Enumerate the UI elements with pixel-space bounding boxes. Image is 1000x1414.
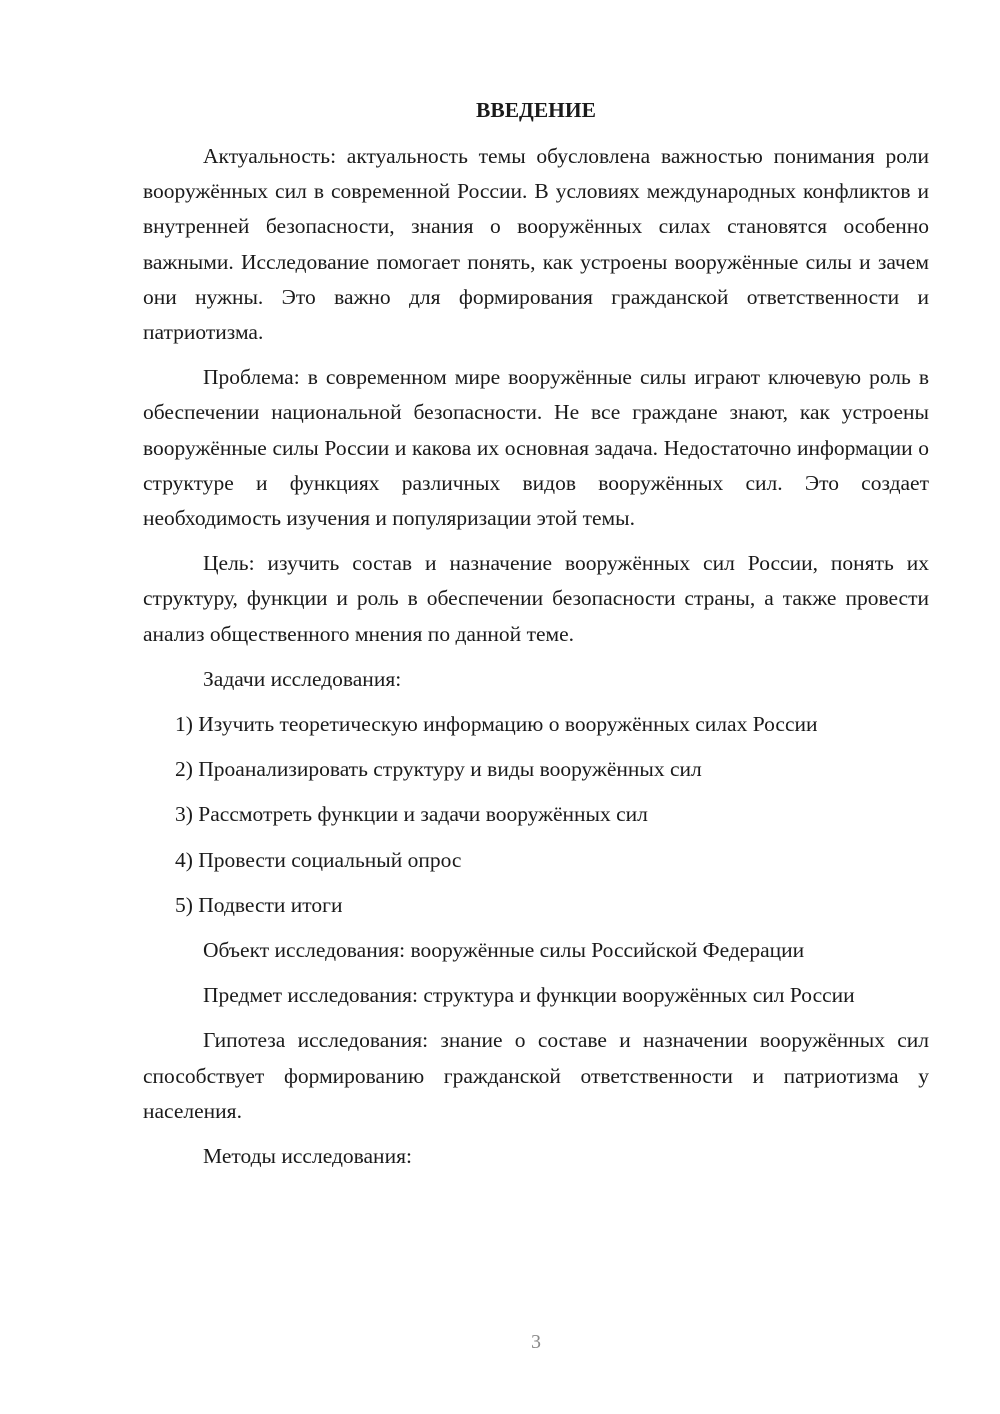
subject-paragraph: Предмет исследования: структура и функции вооружённых сил России xyxy=(203,983,855,1008)
tasks-heading: Задачи исследования: xyxy=(203,666,402,691)
relevance-paragraph: Актуальность: актуальность темы обусловлена важностью понимания роли вооружённых сил в современной России. В условиях международных конфликтов и внутренней безопасности, знания о вооружённых силах становятся особенно важными. Исследование помогает понять, как устроены вооружённые силы и зачем они нужны. Это важно для формирования гражданской ответственности и патриотизма. xyxy=(143,144,929,345)
object-paragraph: Объект исследования: вооружённые силы Российской Федерации xyxy=(203,938,805,963)
problem-paragraph: Проблема: в современном мире вооружённые силы играют ключевую роль в обеспечении национальной безопасности. Не все граждане знают, как устроены вооружённые силы России и какова их основная задача. Недостаточно информации о структуре и функциях различных видов вооружённых сил. Это создает необходимость изучения и популяризации этой темы. xyxy=(143,365,929,531)
goal-paragraph: Цель: изучить состав и назначение вооружённых сил России, понять их структуру, функции и роль в обеспечении безопасности страны, а также провести анализ общественного мнения по данной теме. xyxy=(143,551,929,646)
hypothesis-paragraph: Гипотеза исследования: знание о составе и назначении вооружённых сил способствует формированию гражданской ответственности и патриотизма у населения. xyxy=(143,1028,929,1123)
list-item: 1) Изучить теоретическую информацию о вооружённых силах России xyxy=(175,712,818,737)
methods-heading: Методы исследования: xyxy=(203,1144,412,1169)
page-number: 3 xyxy=(531,1331,541,1353)
list-item: 4) Провести социальный опрос xyxy=(175,847,462,872)
list-item: 3) Рассмотреть функции и задачи вооружённых сил xyxy=(175,802,648,827)
page-title: ВВЕДЕНИЕ xyxy=(476,98,596,122)
document-page xyxy=(143,92,929,1184)
tasks-list xyxy=(143,707,929,923)
list-item: 2) Проанализировать структуру и виды вооружённых сил xyxy=(175,757,702,782)
list-item: 5) Подвести итоги xyxy=(175,892,343,917)
